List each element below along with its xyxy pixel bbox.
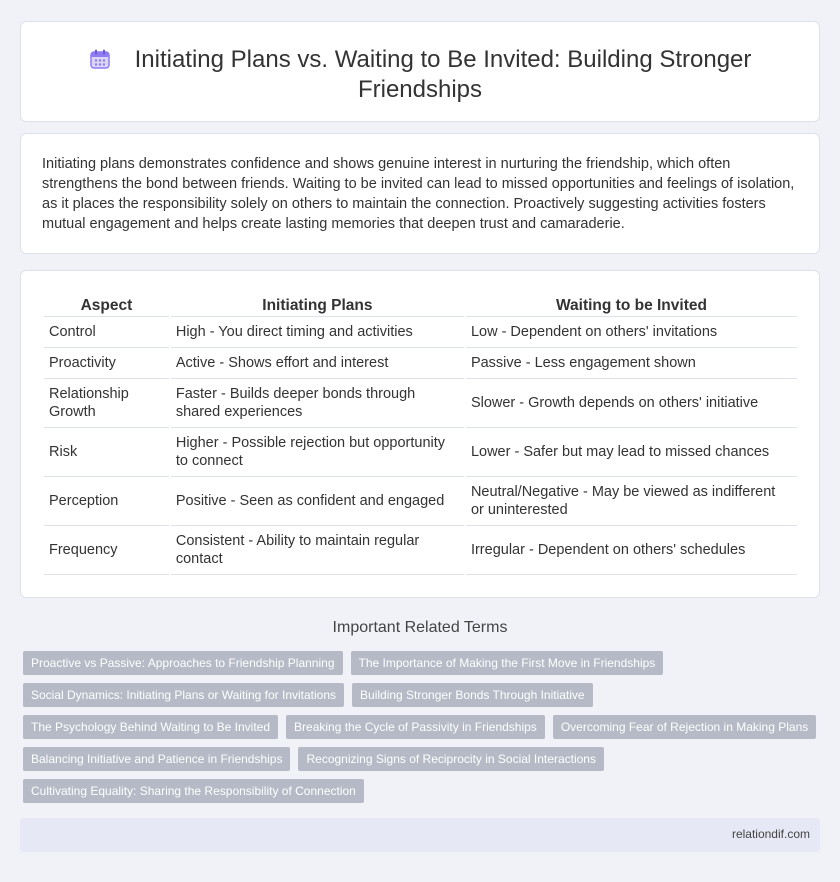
- table-cell-aspect: Relationship Growth: [44, 379, 169, 428]
- related-term-tag[interactable]: Breaking the Cycle of Passivity in Friendships: [286, 715, 545, 739]
- column-header: Aspect: [44, 295, 169, 317]
- table-cell-initiating: Consistent - Ability to maintain regular contact: [171, 526, 464, 575]
- table-cell-waiting: Neutral/Negative - May be viewed as indifferent or uninterested: [466, 477, 797, 526]
- comparison-table: [42, 295, 799, 575]
- column-header: Initiating Plans: [171, 295, 464, 317]
- related-term-tag[interactable]: Social Dynamics: Initiating Plans or Waiting for Invitations: [23, 683, 344, 707]
- table-header-row: [44, 295, 797, 317]
- tag-row: [23, 715, 813, 739]
- table-row: [44, 428, 797, 477]
- table-row: [44, 526, 797, 575]
- footer: [20, 818, 820, 852]
- table-cell-waiting: Irregular - Dependent on others' schedules: [466, 526, 797, 575]
- related-term-tag[interactable]: The Importance of Making the First Move in Friendships: [351, 651, 664, 675]
- table-row: [44, 317, 797, 348]
- table-cell-aspect: Risk: [44, 428, 169, 477]
- intro-paragraph: Initiating plans demonstrates confidence and shows genuine interest in nurturing the friendship, which often strengthens the bond between friends. Waiting to be invited can lead to missed opportunities and feelings of isolation, as it places the responsibility solely on others to maintain the connection. Proactively suggesting activities fosters mutual engagement and helps create lasting memories that deepen trust and camaraderie.: [42, 156, 795, 232]
- table-row: [44, 477, 797, 526]
- table-cell-waiting: Passive - Less engagement shown: [466, 348, 797, 379]
- related-term-tag[interactable]: Proactive vs Passive: Approaches to Friendship Planning: [23, 651, 343, 675]
- related-term-tag[interactable]: Recognizing Signs of Reciprocity in Social Interactions: [298, 747, 603, 771]
- table-cell-initiating: High - You direct timing and activities: [171, 317, 464, 348]
- tag-row: [23, 683, 813, 707]
- table-cell-initiating: Faster - Builds deeper bonds through shared experiences: [171, 379, 464, 428]
- page-title: Initiating Plans vs. Waiting to Be Invited: Building Stronger Friendships: [134, 46, 752, 103]
- table-row: [44, 348, 797, 379]
- column-header: Waiting to be Invited: [466, 295, 797, 317]
- related-term-tag[interactable]: Cultivating Equality: Sharing the Responsibility of Connection: [23, 779, 364, 803]
- table-cell-waiting: Low - Dependent on others' invitations: [466, 317, 797, 348]
- table-cell-initiating: Active - Shows effort and interest: [171, 348, 464, 379]
- comparison-card: [20, 270, 820, 598]
- table-row: [44, 379, 797, 428]
- related-terms-heading: Important Related Terms: [332, 619, 508, 636]
- table-cell-waiting: Lower - Safer but may lead to missed chances: [466, 428, 797, 477]
- related-term-tag[interactable]: Balancing Initiative and Patience in Friendships: [23, 747, 290, 771]
- tag-row: [23, 747, 813, 771]
- related-terms-list: [23, 651, 813, 811]
- table-cell-aspect: Proactivity: [44, 348, 169, 379]
- related-term-tag[interactable]: The Psychology Behind Waiting to Be Invited: [23, 715, 278, 739]
- table-cell-aspect: Control: [44, 317, 169, 348]
- related-term-tag[interactable]: Overcoming Fear of Rejection in Making Plans: [553, 715, 816, 739]
- table-cell-aspect: Perception: [44, 477, 169, 526]
- table-cell-waiting: Slower - Growth depends on others' initiative: [466, 379, 797, 428]
- table-cell-initiating: Higher - Possible rejection but opportunity to connect: [171, 428, 464, 477]
- tag-row: [23, 779, 813, 803]
- intro-card: [20, 133, 820, 254]
- tag-row: [23, 651, 813, 675]
- calendar-icon: [89, 48, 111, 70]
- title-card: [20, 21, 820, 122]
- related-term-tag[interactable]: Building Stronger Bonds Through Initiative: [352, 683, 593, 707]
- table-cell-aspect: Frequency: [44, 526, 169, 575]
- page-title-wrap: [21, 45, 819, 105]
- footer-site-link[interactable]: relationdif.com: [731, 827, 810, 841]
- table-cell-initiating: Positive - Seen as confident and engaged: [171, 477, 464, 526]
